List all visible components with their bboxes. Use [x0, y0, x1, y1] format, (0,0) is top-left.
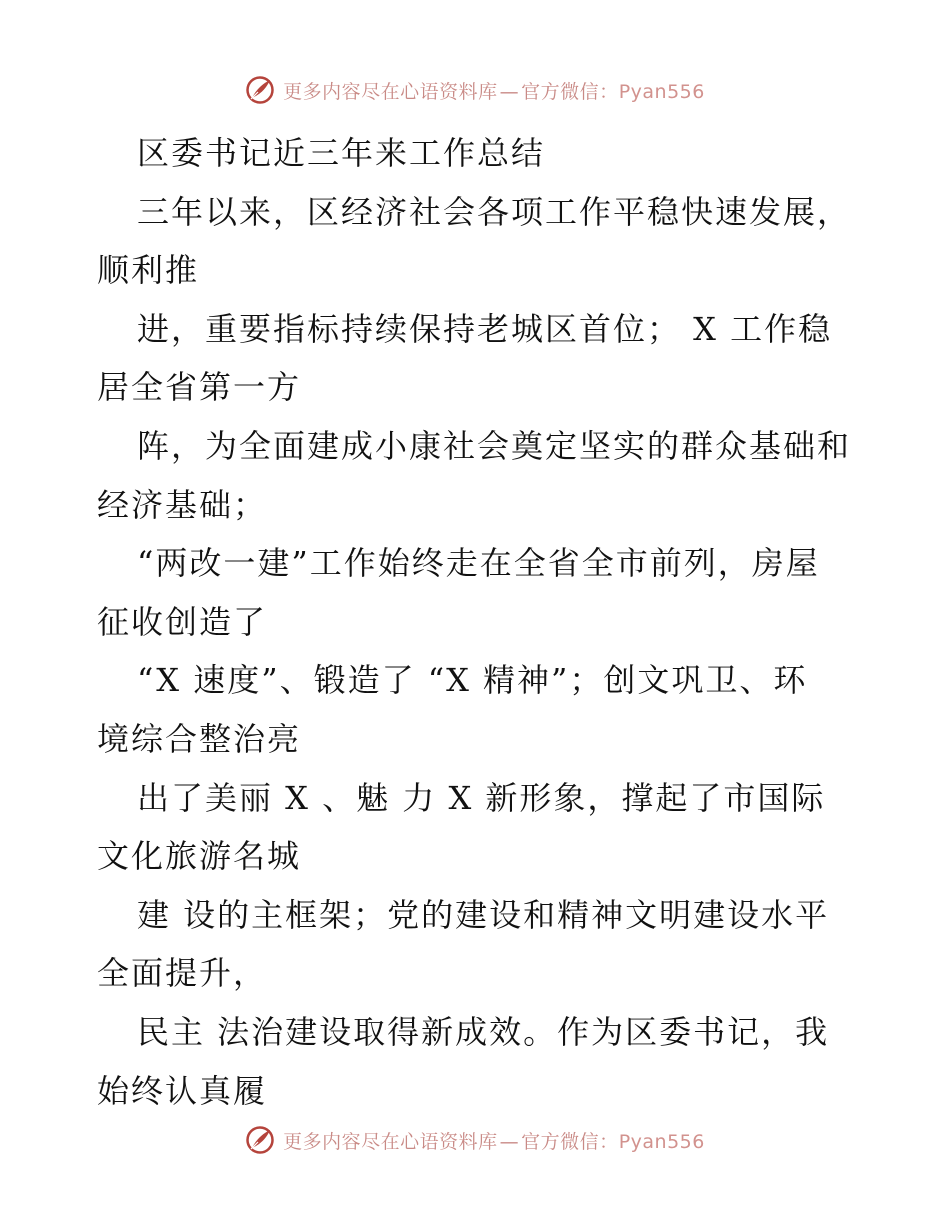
watermark-text [283, 1127, 705, 1154]
text-line: 境综合整治亮 [97, 719, 302, 758]
text-line: 全面提升， [97, 954, 268, 993]
watermark-account-id: Pyan556 [618, 80, 705, 103]
text-line: 出了美丽 X 、魅 力 X 新形象，撑起了市国际 [137, 778, 826, 817]
watermark-separator: — [499, 80, 520, 103]
text-line: 进，重要指标持续保持老城区首位； X 工作稳 [137, 309, 833, 348]
watermark-promo: 更多内容尽在心语资料库 [283, 80, 498, 103]
watermark-account-label: 官方微信： [521, 80, 619, 103]
text-line: 征收创造了 [97, 602, 268, 641]
quill-pen-logo-icon [245, 75, 275, 105]
quill-pen-logo-icon [245, 1125, 275, 1155]
text-line: 三年以来，区经济社会各项工作平稳快速发展， [137, 192, 852, 231]
document-title: 区委书记近三年来工作总结 [137, 134, 546, 172]
text-line: 文化旅游名城 [97, 837, 302, 876]
text-line: 顺利推 [97, 251, 200, 290]
text-line: 民主 法治建设取得新成效。作为区委书记，我 [137, 1012, 830, 1051]
text-line: 经济基础； [97, 485, 268, 524]
watermark-separator: — [499, 1130, 520, 1153]
text-line: “两改一建”工作始终走在全省全市前列，房屋 [137, 544, 820, 583]
text-line: “X 速度”、锻造了 “X 精神”；创文巩卫、环 [137, 661, 808, 700]
watermark-promo: 更多内容尽在心语资料库 [283, 1130, 498, 1153]
text-line: 始终认真履 [97, 1071, 268, 1110]
watermark-text [283, 77, 705, 104]
watermark-account-id: Pyan556 [618, 1130, 705, 1153]
text-line: 居全省第一方 [97, 368, 302, 407]
watermark-header [0, 72, 950, 108]
watermark-footer [0, 1122, 950, 1158]
watermark-account-label: 官方微信： [521, 1130, 619, 1153]
text-line: 建 设的主框架；党的建设和精神文明建设水平 [137, 895, 830, 934]
text-line: 阵，为全面建成小康社会奠定坚实的群众基础和 [137, 426, 852, 465]
document-body [97, 124, 867, 1120]
